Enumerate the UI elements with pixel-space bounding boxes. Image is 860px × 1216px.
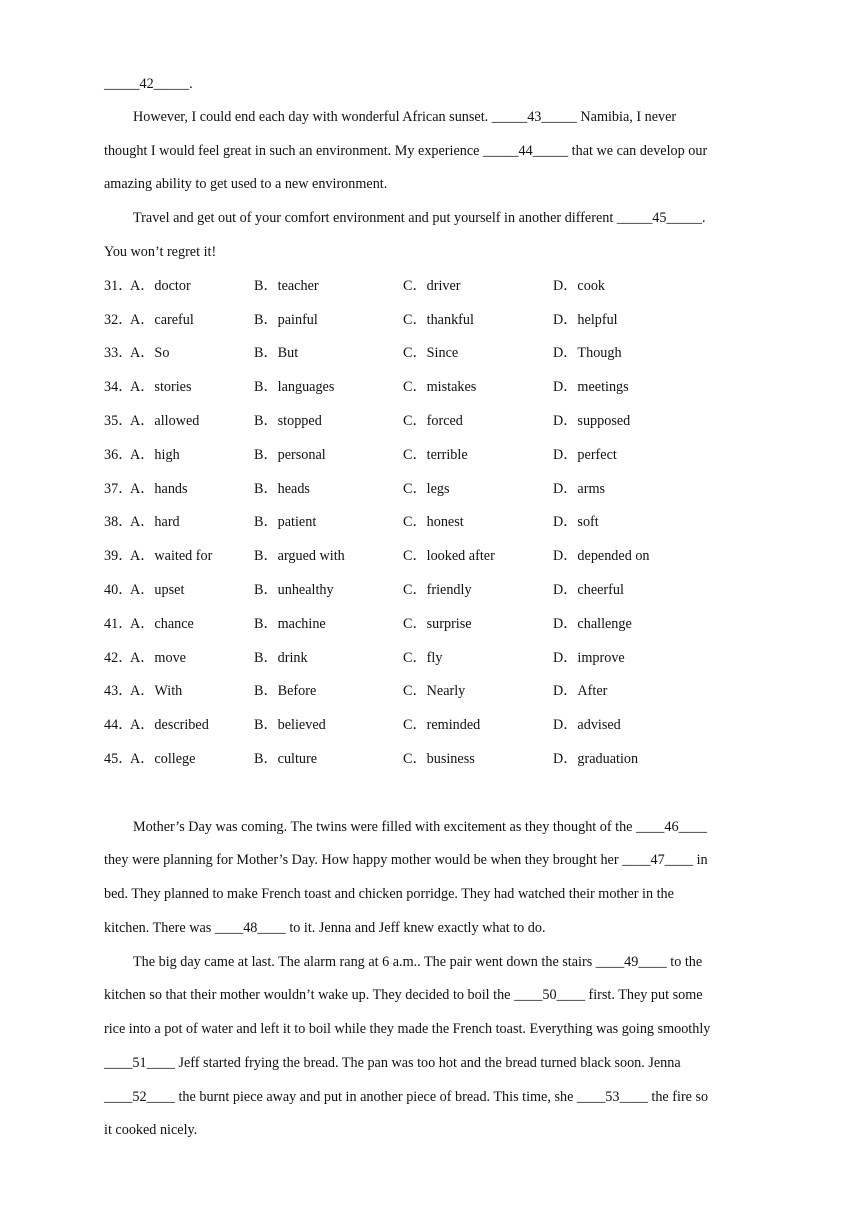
question-row	[104, 681, 754, 701]
passage2-line-1: Mother’s Day was coming. The twins were filled with excitement as they thought of the ____46____	[133, 819, 707, 835]
option-c: C．friendly	[403, 582, 472, 598]
question-row	[104, 445, 754, 465]
question-row	[104, 479, 754, 499]
question-row	[104, 512, 754, 532]
option-b: B．Before	[254, 683, 317, 699]
option-d: D．Though	[553, 345, 622, 361]
passage2-line-6: kitchen so that their mother wouldn’t wake up. They decided to boil the ____50____ first. They put some	[104, 987, 703, 1003]
option-b: B．stopped	[254, 413, 322, 429]
option-c: C．driver	[403, 278, 461, 294]
option-c: C．legs	[403, 481, 450, 497]
question-number: 44．	[104, 717, 133, 733]
option-a: A．hands	[130, 481, 188, 497]
question-row	[104, 715, 754, 735]
question-number: 34．	[104, 379, 133, 395]
option-c: C．honest	[403, 514, 464, 530]
option-c: C．reminded	[403, 717, 481, 733]
question-number: 45．	[104, 751, 133, 767]
option-c: C．business	[403, 751, 475, 767]
option-c: C．Since	[403, 345, 459, 361]
question-number: 41．	[104, 616, 133, 632]
option-a: A．hard	[130, 514, 180, 530]
passage1-line-4: amazing ability to get used to a new environment.	[104, 176, 388, 192]
option-b: B．unhealthy	[254, 582, 334, 598]
option-c: C．fly	[403, 650, 443, 666]
option-d: D．After	[553, 683, 608, 699]
question-row	[104, 276, 754, 296]
option-d: D．meetings	[553, 379, 629, 395]
question-number: 42．	[104, 650, 133, 666]
option-d: D．challenge	[553, 616, 632, 632]
option-d: D．supposed	[553, 413, 631, 429]
option-a: A．stories	[130, 379, 192, 395]
option-a: A．waited for	[130, 548, 213, 564]
passage2-line-8: ____51____ Jeff started frying the bread. The pan was too hot and the bread turned black soon. Jenna	[104, 1055, 681, 1071]
passage2-line-7: rice into a pot of water and left it to boil while they made the French toast. Everything was going smoothly	[104, 1021, 711, 1037]
option-d: D．perfect	[553, 447, 617, 463]
option-a: A．chance	[130, 616, 194, 632]
option-c: C．surprise	[403, 616, 472, 632]
option-b: B．painful	[254, 312, 318, 328]
question-row	[104, 343, 754, 363]
option-a: A．So	[130, 345, 170, 361]
option-a: A．allowed	[130, 413, 200, 429]
option-a: A．With	[130, 683, 183, 699]
passage1-line-1: _____42_____.	[104, 76, 193, 92]
question-number: 33．	[104, 345, 133, 361]
option-d: D．soft	[553, 514, 599, 530]
option-c: C．mistakes	[403, 379, 477, 395]
question-number: 36．	[104, 447, 133, 463]
option-d: D．advised	[553, 717, 621, 733]
option-a: A．college	[130, 751, 196, 767]
passage2-line-2: they were planning for Mother’s Day. How happy mother would be when they brought her ____47____ in	[104, 852, 708, 868]
passage1-line-2: However, I could end each day with wonderful African sunset. _____43_____ Namibia, I never	[133, 109, 677, 125]
question-number: 32．	[104, 312, 133, 328]
option-d: D．depended on	[553, 548, 650, 564]
passage2-line-3: bed. They planned to make French toast and chicken porridge. They had watched their mother in the	[104, 886, 674, 902]
option-b: B．heads	[254, 481, 310, 497]
question-row	[104, 377, 754, 397]
passage1-line-3: thought I would feel great in such an environment. My experience _____44_____ that we can develop our	[104, 143, 708, 159]
option-c: C．Nearly	[403, 683, 466, 699]
option-d: D．cook	[553, 278, 606, 294]
question-number: 31．	[104, 278, 133, 294]
option-a: A．described	[130, 717, 209, 733]
option-b: B．personal	[254, 447, 326, 463]
option-a: A．upset	[130, 582, 185, 598]
question-row	[104, 648, 754, 668]
option-a: A．careful	[130, 312, 194, 328]
question-number: 37．	[104, 481, 133, 497]
option-c: C．forced	[403, 413, 463, 429]
option-d: D．arms	[553, 481, 606, 497]
question-number: 43．	[104, 683, 133, 699]
option-b: B．argued with	[254, 548, 345, 564]
option-a: A．doctor	[130, 278, 191, 294]
passage2-line-4: kitchen. There was ____48____ to it. Jenna and Jeff knew exactly what to do.	[104, 920, 546, 936]
question-row	[104, 749, 754, 769]
question-row	[104, 546, 754, 566]
option-b: B．drink	[254, 650, 308, 666]
question-number: 35．	[104, 413, 133, 429]
option-d: D．graduation	[553, 751, 639, 767]
passage2-line-5: The big day came at last. The alarm rang at 6 a.m.. The pair went down the stairs ____49____ to the	[133, 954, 703, 970]
option-b: B．teacher	[254, 278, 319, 294]
option-b: B．culture	[254, 751, 318, 767]
option-b: B．machine	[254, 616, 326, 632]
passage1-line-6: You won’t regret it!	[104, 244, 217, 260]
option-d: D．helpful	[553, 312, 618, 328]
question-number: 40．	[104, 582, 133, 598]
option-b: B．believed	[254, 717, 326, 733]
question-row	[104, 310, 754, 330]
question-row	[104, 580, 754, 600]
question-row	[104, 411, 754, 431]
passage1-line-5: Travel and get out of your comfort environment and put yourself in another different _____45_____.	[133, 210, 706, 226]
question-row	[104, 614, 754, 634]
option-b: B．patient	[254, 514, 317, 530]
option-b: B．languages	[254, 379, 335, 395]
question-number: 39．	[104, 548, 133, 564]
option-b: B．But	[254, 345, 299, 361]
passage2-line-10: it cooked nicely.	[104, 1122, 198, 1138]
passage2-line-9: ____52____ the burnt piece away and put in another piece of bread. This time, she ____53____ the fire so	[104, 1089, 709, 1105]
option-c: C．terrible	[403, 447, 468, 463]
question-number: 38．	[104, 514, 133, 530]
option-c: C．looked after	[403, 548, 495, 564]
option-d: D．cheerful	[553, 582, 624, 598]
option-a: A．move	[130, 650, 186, 666]
option-c: C．thankful	[403, 312, 474, 328]
option-d: D．improve	[553, 650, 625, 666]
option-a: A．high	[130, 447, 180, 463]
